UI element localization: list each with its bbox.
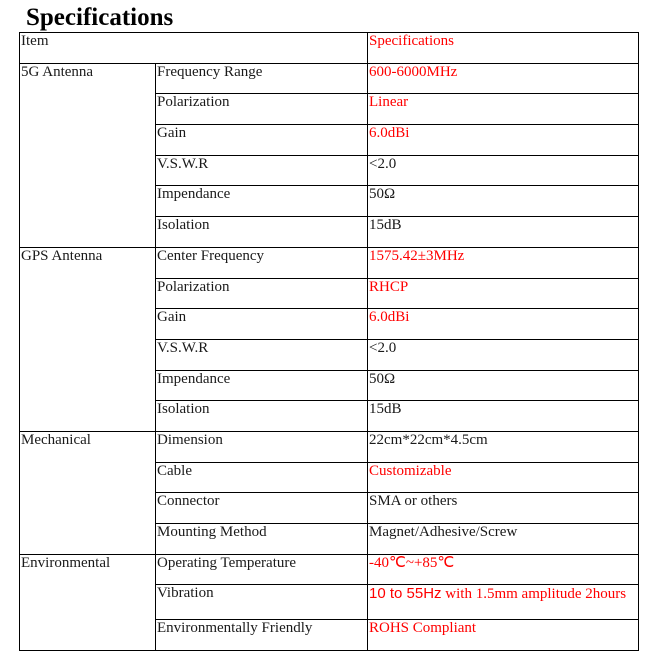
parameter-cell: Mounting Method	[156, 524, 368, 555]
parameter-cell: Polarization	[156, 94, 368, 125]
value-cell: 6.0dBi	[368, 309, 639, 340]
vibration-amplitude-text: with 1.5mm amplitude 2hours	[441, 586, 627, 603]
value-cell: 6.0dBi	[368, 125, 639, 156]
parameter-cell: Gain	[156, 125, 368, 156]
value-cell: <2.0	[368, 339, 639, 370]
parameter-cell: Polarization	[156, 278, 368, 309]
header-row	[20, 33, 639, 64]
table-row	[20, 247, 639, 278]
parameter-cell: Impendance	[156, 186, 368, 217]
table-row	[20, 63, 639, 94]
value-cell: 15dB	[368, 401, 639, 432]
value-cell: -40℃~+85℃	[368, 554, 639, 585]
value-cell: 1575.42±3MHz	[368, 247, 639, 278]
parameter-cell: Frequency Range	[156, 63, 368, 94]
value-cell: Magnet/Adhesive/Screw	[368, 524, 639, 555]
parameter-cell: Gain	[156, 309, 368, 340]
parameter-cell: V.S.W.R	[156, 339, 368, 370]
value-cell: Customizable	[368, 462, 639, 493]
value-cell: 22cm*22cm*4.5cm	[368, 431, 639, 462]
value-cell: Linear	[368, 94, 639, 125]
parameter-cell: Isolation	[156, 401, 368, 432]
value-cell: ROHS Compliant	[368, 620, 639, 651]
group-cell-mechanical: Mechanical	[20, 431, 156, 554]
specifications-table	[19, 32, 639, 651]
parameter-cell: Vibration	[156, 585, 368, 620]
value-cell: <2.0	[368, 155, 639, 186]
parameter-cell: Center Frequency	[156, 247, 368, 278]
page-title: Specifications	[26, 4, 174, 31]
value-cell: 15dB	[368, 217, 639, 248]
parameter-cell: Operating Temperature	[156, 554, 368, 585]
value-cell: 50Ω	[368, 186, 639, 217]
value-cell	[368, 585, 639, 620]
header-item-cell: Item	[20, 33, 368, 64]
parameter-cell: Connector	[156, 493, 368, 524]
table-row	[20, 431, 639, 462]
parameter-cell: Isolation	[156, 217, 368, 248]
value-cell: RHCP	[368, 278, 639, 309]
parameter-cell: V.S.W.R	[156, 155, 368, 186]
group-cell-environmental: Environmental	[20, 554, 156, 650]
parameter-cell: Dimension	[156, 431, 368, 462]
vibration-range-text: 10 to 55Hz	[369, 585, 442, 603]
group-cell-5g-antenna: 5G Antenna	[20, 63, 156, 247]
value-cell: SMA or others	[368, 493, 639, 524]
value-cell: 600-6000MHz	[368, 63, 639, 94]
table-row	[20, 554, 639, 585]
parameter-cell: Impendance	[156, 370, 368, 401]
parameter-cell: Cable	[156, 462, 368, 493]
parameter-cell: Environmentally Friendly	[156, 620, 368, 651]
header-spec-cell: Specifications	[368, 33, 639, 64]
value-cell: 50Ω	[368, 370, 639, 401]
group-cell-gps-antenna: GPS Antenna	[20, 247, 156, 431]
